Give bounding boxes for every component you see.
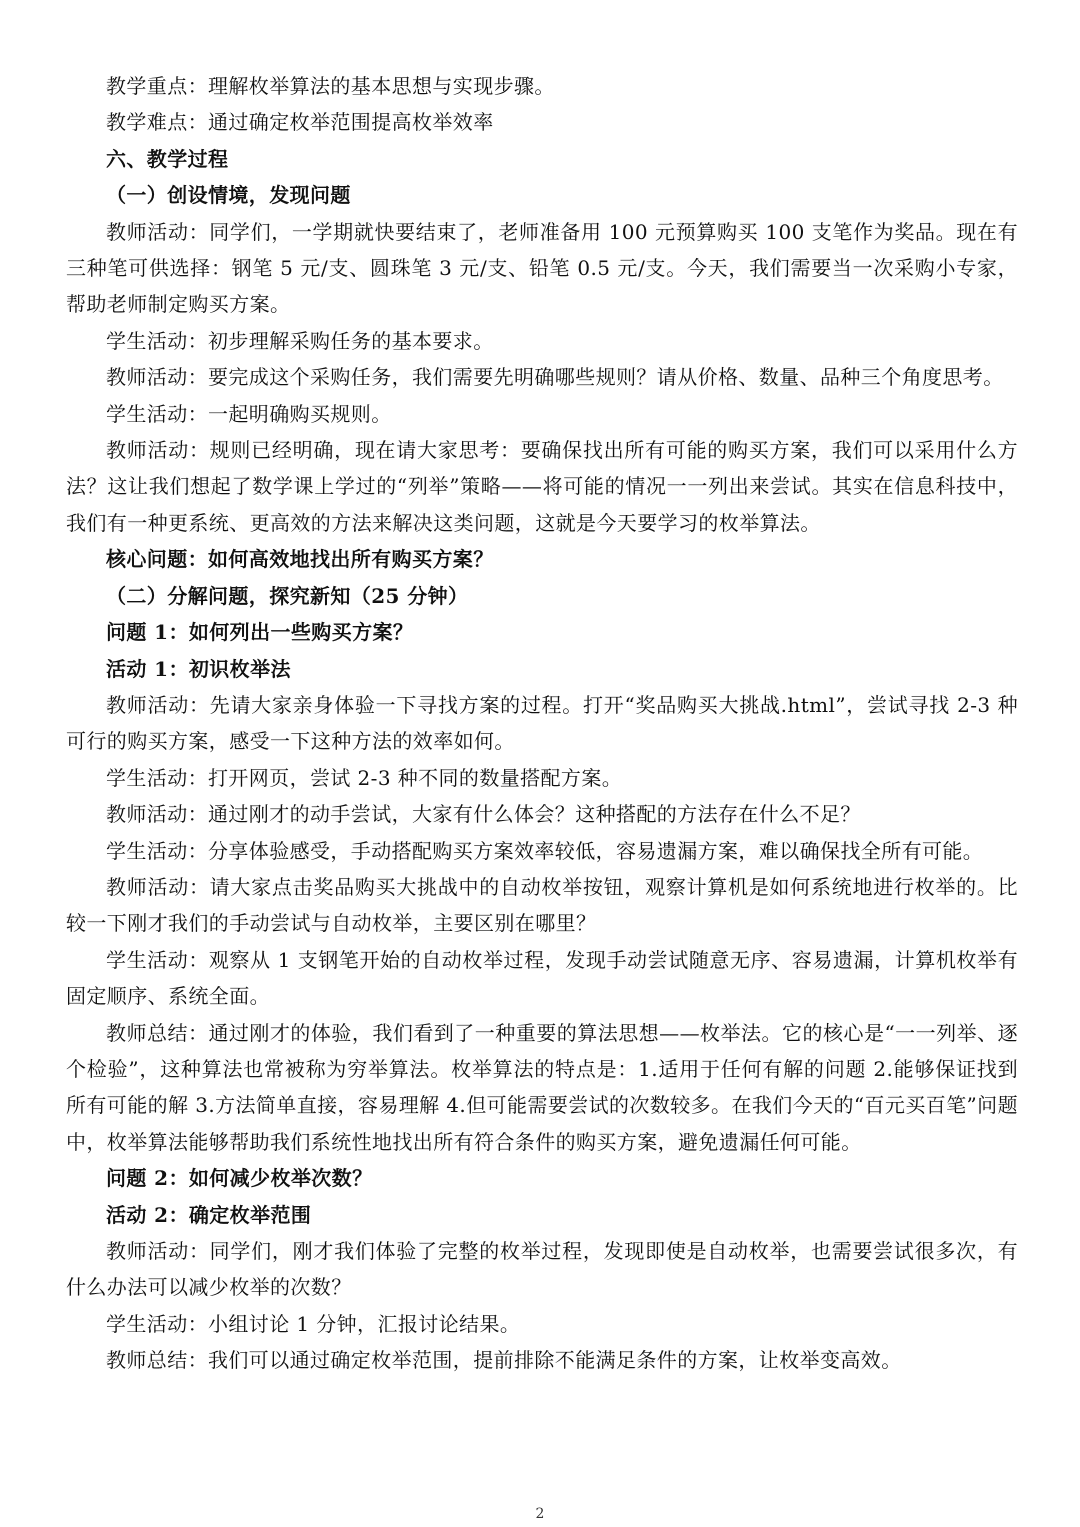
section-heading: 问题 1：如何列出一些购买方案？	[106, 620, 414, 645]
section-heading: 活动 2：确定枚举范围	[106, 1202, 312, 1227]
section-heading: 核心问题：如何高效地找出所有购买方案？	[106, 547, 494, 572]
body-paragraph: 学生活动：初步理解采购任务的基本要求。	[106, 328, 494, 353]
section-heading: （一）创设情境，发现问题	[106, 183, 351, 208]
section-heading: （二）分解问题，探究新知（25 分钟）	[106, 583, 469, 608]
section-heading: 活动 1：初识枚举法	[106, 656, 291, 681]
body-paragraph: 教师总结：我们可以通过确定枚举范围，提前排除不能满足条件的方案，让枚举变高效。	[106, 1348, 902, 1373]
body-paragraph: 学生活动：小组讨论 1 分钟，汇报讨论结果。	[106, 1311, 521, 1336]
body-paragraph: 学生活动：观察从 1 支钢笔开始的自动枚举过程，发现手动尝试随意无序、容易遗漏，计算机枚举有固定顺序、系统全面。	[66, 947, 1018, 1009]
body-paragraph: 教学重点：理解枚举算法的基本思想与实现步骤。	[106, 74, 555, 98]
body-paragraph: 学生活动：打开网页，尝试 2-3 种不同的数量搭配方案。	[106, 765, 623, 790]
section-heading: 问题 2：如何减少枚举次数？	[106, 1166, 373, 1191]
body-paragraph: 教师活动：同学们，一学期就快要结束了，老师准备用 100 元预算购买 100 支笔作为奖品。现在有三种笔可供选择：钢笔 5 元/支、圆珠笔 3 元/支、铅笔 0.5 元/支。今天，我们需要当一次采购小专家，帮助老师制定购买方案。	[66, 219, 1018, 317]
body-paragraph: 教师活动：请大家点击奖品购买大挑战中的自动枚举按钮，观察计算机是如何系统地进行枚举的。比较一下刚才我们的手动尝试与自动枚举，主要区别在哪里？	[66, 874, 1018, 936]
body-paragraph: 教师活动：同学们，刚才我们体验了完整的枚举过程，发现即使是自动枚举，也需要尝试很多次，有什么办法可以减少枚举的次数？	[66, 1239, 1018, 1300]
document-body	[66, 68, 1018, 1379]
body-paragraph: 教师总结：通过刚才的体验，我们看到了一种重要的算法思想——枚举法。它的核心是“一一列举、逐个检验”，这种算法也常被称为穷举算法。枚举算法的特点是：1.适用于任何有解的问题 2.能够保证找到所有可能的解 3.方法简单直接，容易理解 4.但可能需要尝试的次数较多。在我们今天的“百元买百笔”问题中，枚举算法能够帮助我们系统性地找出所有符合条件的购买方案，避免遗漏任何可能。	[66, 1020, 1018, 1154]
body-paragraph: 学生活动：分享体验感受，手动搭配购买方案效率较低，容易遗漏方案，难以确保找全所有可能。	[106, 838, 984, 863]
page-number: 2	[535, 1506, 545, 1522]
section-heading: 六、教学过程	[106, 146, 229, 171]
body-paragraph: 教师活动：通过刚才的动手尝试，大家有什么体会？这种搭配的方法存在什么不足？	[106, 802, 861, 827]
body-paragraph: 教学难点：通过确定枚举范围提高枚举效率	[106, 110, 494, 135]
body-paragraph: 教师活动：要完成这个采购任务，我们需要先明确哪些规则？请从价格、数量、品种三个角度思考。	[106, 365, 1004, 390]
body-paragraph: 教师活动：先请大家亲身体验一下寻找方案的过程。打开“奖品购买大挑战.html”，尝试寻找 2-3 种可行的购买方案，感受一下这种方法的效率如何。	[66, 692, 1018, 754]
body-paragraph: 学生活动：一起明确购买规则。	[106, 401, 392, 426]
body-paragraph: 教师活动：规则已经明确，现在请大家思考：要确保找出所有可能的购买方案，我们可以采用什么方法？这让我们想起了数学课上学过的“列举”策略——将可能的情况一一列出来尝试。其实在信息科技中，我们有一种更系统、更高效的方法来解决这类问题，这就是今天要学习的枚举算法。	[66, 438, 1018, 535]
